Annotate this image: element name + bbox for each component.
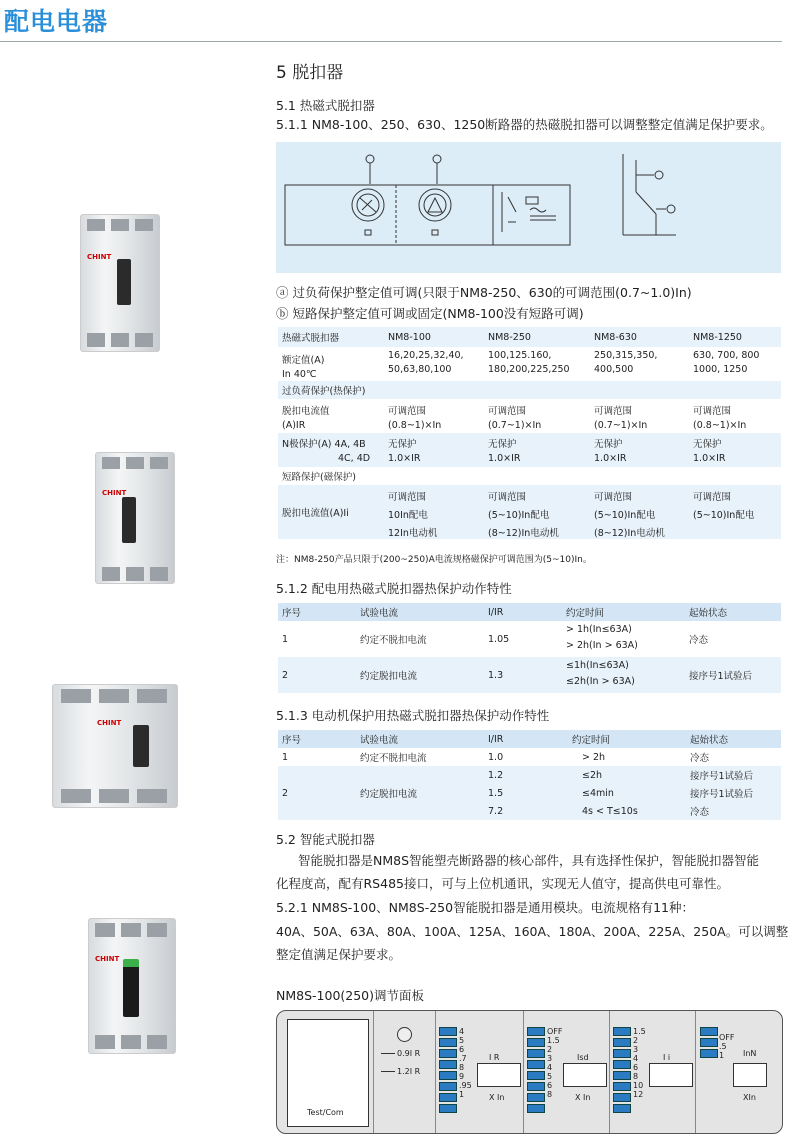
page-title: 配电电器	[4, 7, 109, 36]
table-cell: 脱扣电流值	[282, 406, 330, 417]
isd-unit: X In	[575, 1093, 591, 1102]
table-cell: 1.5	[488, 787, 504, 799]
ir-label: I R	[489, 1053, 500, 1062]
table-header: I/IR	[488, 733, 504, 745]
table-cell: 可调范围	[488, 492, 527, 503]
table-cell: 接序号1试验后	[690, 789, 754, 800]
brand-logo: CHINT	[95, 955, 120, 963]
note-b: ⓑ 短路保护整定值可调或固定(NM8-100没有短路可调)	[276, 306, 584, 321]
footnote: 注：NM8-250产品只限于(200~250)A电流规格磁保护可调范围为(5~10)In。	[276, 555, 592, 565]
inn-value: .5	[719, 1042, 727, 1051]
handle	[133, 725, 149, 767]
ir-value: .95	[459, 1081, 472, 1090]
table-cell: 冷态	[689, 635, 709, 646]
subsection-title: 5.1.3 电动机保护用热磁式脱扣器热保护动作特性	[276, 708, 550, 723]
table-header: NM8-630	[594, 331, 637, 343]
table-header: 起始状态	[690, 735, 729, 746]
inn-value: OFF	[719, 1033, 735, 1042]
table-cell: 额定值(A)	[282, 355, 325, 366]
note-a: ⓐ 过负荷保护整定值可调(只限于NM8-250、630的可调范围(0.7~1.0)In)	[276, 285, 692, 300]
table-cell: 1.0×IR	[594, 453, 627, 464]
header-divider	[0, 41, 782, 42]
handle	[123, 959, 139, 1017]
section-title: 5 脱扣器	[276, 63, 344, 83]
isd-dip-switch[interactable]	[527, 1027, 545, 1115]
table-header: 序号	[282, 608, 302, 619]
inn-label: InN	[743, 1049, 757, 1058]
isd-value: 5	[547, 1072, 553, 1081]
ii-dip-switch[interactable]	[613, 1027, 631, 1115]
ii-display	[649, 1063, 693, 1087]
table-group-title: 过负荷保护(热保护)	[282, 386, 366, 397]
indicator-led-icon	[397, 1027, 412, 1042]
table-header: 约定时间	[566, 608, 605, 619]
isd-value: OFF	[547, 1027, 563, 1036]
table-row	[278, 748, 781, 766]
inn-value: 1	[719, 1051, 725, 1060]
table-header: 试验电流	[360, 608, 399, 619]
table-row	[278, 657, 781, 693]
ir-value: 4	[459, 1027, 465, 1036]
table-cell: 接序号1试验后	[690, 771, 754, 782]
ii-value: 2	[633, 1036, 639, 1045]
table-cell: 无保护	[594, 439, 623, 450]
product-image-3	[52, 684, 178, 808]
table-cell: 1.0×IR	[488, 453, 521, 464]
ii-value: 8	[633, 1072, 639, 1081]
table-cell: ≤2h(In > 63A)	[566, 676, 635, 687]
table-cell: (8~12)In电动机	[594, 528, 665, 539]
table-header: 试验电流	[360, 735, 399, 746]
table-cell: 1.0×IR	[693, 453, 726, 464]
ii-value: 3	[633, 1045, 639, 1054]
table-cell: 10In配电	[388, 510, 428, 521]
table-cell: (0.7~1)×In	[488, 420, 542, 431]
ir-dip-switch[interactable]	[439, 1027, 457, 1115]
table-cell: (5~10)In配电	[693, 510, 755, 521]
table-header: NM8-1250	[693, 331, 742, 343]
handle	[117, 259, 131, 305]
table-cell: 脱扣电流值(A)Ii	[282, 508, 349, 519]
table-cell: 2	[282, 787, 289, 799]
table-cell: > 2h(In > 63A)	[566, 640, 638, 651]
trip-unit-diagram	[276, 142, 781, 273]
thermal-magnetic-table	[278, 327, 781, 539]
panel-title: NM8S-100(250)调节面板	[276, 988, 425, 1003]
adjustment-panel	[276, 1010, 783, 1134]
table-row	[278, 766, 781, 784]
table-header: I/IR	[488, 606, 504, 618]
table-cell: 250,315,350,	[594, 350, 658, 361]
isd-value: 1.5	[547, 1036, 560, 1045]
table-cell: ≤4min	[582, 787, 614, 799]
table-row	[278, 621, 781, 657]
table-cell: 1.0	[488, 751, 504, 763]
isd-value: 8	[547, 1090, 553, 1099]
table-cell: 约定不脱扣电流	[360, 635, 427, 646]
inn-display	[733, 1063, 767, 1087]
table-cell: (5~10)In配电	[594, 510, 656, 521]
isd-label: Isd	[577, 1053, 589, 1062]
table-cell: N极保护(A) 4A, 4B	[282, 439, 366, 450]
table-cell: 约定脱扣电流	[360, 671, 418, 682]
isd-value: 2	[547, 1045, 553, 1054]
subsection-title: 5.1.2 配电用热磁式脱扣器热保护动作特性	[276, 581, 512, 596]
table-header: 约定时间	[572, 735, 611, 746]
table-cell: 100,125.160,	[488, 350, 552, 361]
ir-value: 1	[459, 1090, 465, 1099]
product-image-4	[88, 918, 176, 1054]
table-cell: (5~10)In配电	[488, 510, 550, 521]
brand-logo: CHINT	[97, 719, 122, 727]
table-cell: (0.8~1)×In	[693, 420, 747, 431]
table-cell: ≤1h(In≤63A)	[566, 660, 629, 671]
table-cell: 约定脱扣电流	[360, 789, 418, 800]
ii-value: 12	[633, 1090, 644, 1099]
brand-logo: CHINT	[102, 489, 127, 497]
table-cell: 1000, 1250	[693, 364, 748, 375]
table-cell: 可调范围	[388, 492, 427, 503]
ii-label: I i	[663, 1053, 671, 1062]
ir-value: 6	[459, 1045, 465, 1054]
product-image-2	[95, 452, 175, 584]
table-header: 热磁式脱扣器	[282, 333, 340, 344]
table-cell: 可调范围	[693, 492, 732, 503]
ir-value: 9	[459, 1072, 465, 1081]
ii-value: 6	[633, 1063, 639, 1072]
paragraph: 5.2.1 NM8S-100、NM8S-250智能脱扣器是通用模块。电流规格有11种：	[276, 900, 694, 915]
table-cell: 1.0×IR	[388, 453, 421, 464]
isd-value: 3	[547, 1054, 553, 1063]
ii-value: 1.5	[633, 1027, 646, 1036]
isd-display	[563, 1063, 607, 1087]
led-label-09: 0.9I R	[397, 1049, 421, 1058]
table-cell: (0.7~1)×In	[594, 420, 648, 431]
table-cell: (8~12)In电动机	[488, 528, 559, 539]
table-cell: 约定不脱扣电流	[360, 753, 427, 764]
isd-value: 6	[547, 1081, 553, 1090]
table-cell: 无保护	[388, 439, 417, 450]
table-cell: 可调范围	[388, 406, 427, 417]
paragraph: 智能脱扣器是NM8S智能塑壳断路器的核心部件，具有选择性保护，智能脱扣器智能	[298, 853, 760, 868]
table-cell: > 1h(In≤63A)	[566, 624, 632, 635]
inn-dip-switch[interactable]	[700, 1027, 718, 1060]
table-cell: 可调范围	[488, 406, 527, 417]
paragraph: 化程度高，配有RS485接口，可与上位机通讯，实现无人值守，提高供电可靠性。	[276, 876, 729, 891]
product-image-1	[80, 214, 160, 352]
table-cell: 7.2	[488, 805, 504, 817]
table-cell: 4s < T≤10s	[582, 805, 638, 817]
table-cell: 2	[282, 669, 289, 681]
paragraph: 整定值满足保护要求。	[276, 947, 402, 962]
isd-value: 4	[547, 1063, 553, 1072]
paragraph: 40A、50A、63A、80A、100A、125A、160A、180A、200A、225A、250A。可以调整	[276, 924, 789, 939]
diagram-svg	[276, 142, 781, 273]
table-cell: 可调范围	[594, 492, 633, 503]
table-cell: 16,20,25,32,40,	[388, 350, 464, 361]
ii-value: 4	[633, 1054, 639, 1063]
table-cell: 无保护	[488, 439, 517, 450]
brand-logo: CHINT	[87, 253, 112, 261]
table-header: NM8-100	[388, 331, 431, 343]
motor-trip-table	[278, 730, 781, 820]
table-cell: 冷态	[690, 807, 710, 818]
led-label-12: 1.2I R	[397, 1067, 421, 1076]
table-cell: 冷态	[690, 753, 710, 764]
table-header: NM8-250	[488, 331, 531, 343]
ir-unit: X In	[489, 1093, 505, 1102]
inn-unit: XIn	[743, 1093, 756, 1102]
ir-value: .7	[459, 1054, 467, 1063]
table-header: 起始状态	[689, 608, 728, 619]
table-cell: 1	[282, 751, 289, 763]
table-cell: 630, 700, 800	[693, 350, 760, 361]
table-cell: 无保护	[693, 439, 722, 450]
table-cell: 12In电动机	[388, 528, 438, 539]
ir-value: 5	[459, 1036, 465, 1045]
subsection-title: 5.2 智能式脱扣器	[276, 832, 375, 847]
ii-value: 10	[633, 1081, 644, 1090]
distribution-trip-table	[278, 603, 781, 693]
table-cell: ≤2h	[582, 769, 603, 781]
subsection-title: 5.1 热磁式脱扣器	[276, 98, 375, 113]
table-cell: 可调范围	[693, 406, 732, 417]
ir-value: 8	[459, 1063, 465, 1072]
table-cell: 4C, 4D	[338, 453, 371, 464]
table-header: 序号	[282, 735, 302, 746]
handle	[122, 497, 136, 543]
table-cell: 1.2	[488, 769, 504, 781]
table-cell: 400,500	[594, 364, 634, 375]
table-cell: 1	[282, 633, 289, 645]
table-cell: (0.8~1)×In	[388, 420, 442, 431]
table-cell: 1.05	[488, 633, 510, 645]
table-cell: (A)IR	[282, 420, 306, 431]
page-header	[0, 0, 800, 44]
ir-display	[477, 1063, 521, 1087]
table-cell: 接序号1试验后	[689, 671, 753, 682]
table-cell: 1.3	[488, 669, 504, 681]
table-cell: 可调范围	[594, 406, 633, 417]
table-cell: > 2h	[582, 751, 606, 763]
table-cell: 50,63,80,100	[388, 364, 452, 375]
table-cell: 180,200,225,250	[488, 364, 570, 375]
table-cell: In 40℃	[282, 369, 317, 380]
table-group-title: 短路保护(磁保护)	[282, 472, 356, 483]
paragraph: 5.1.1 NM8-100、250、630、1250断路器的热磁脱扣器可以调整整定值满足保护要求。	[276, 117, 773, 132]
test-com-label: Test/Com	[307, 1108, 344, 1117]
